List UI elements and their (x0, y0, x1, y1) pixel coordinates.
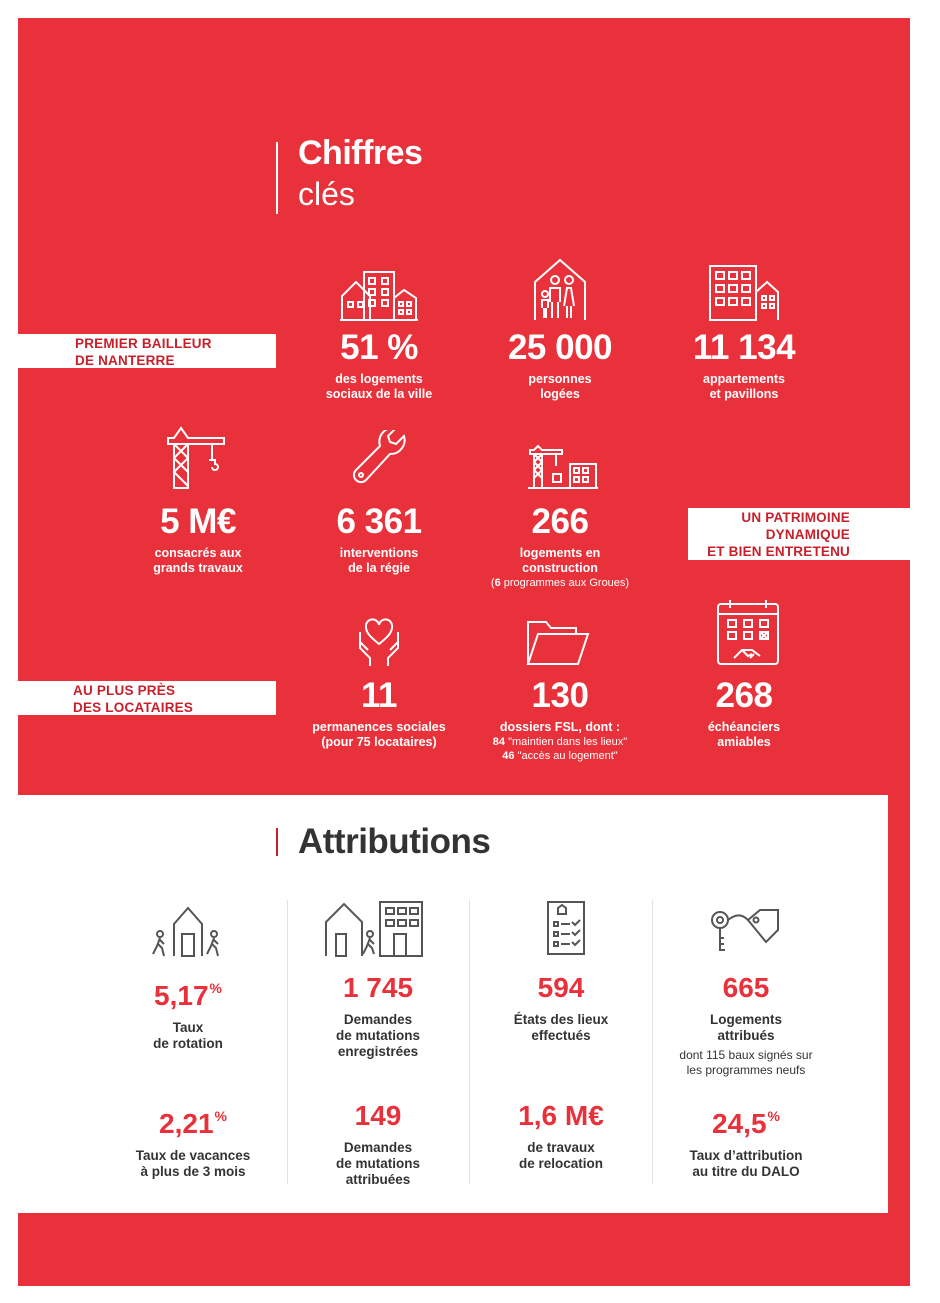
attributions-title: Attributions (298, 822, 491, 861)
stat-logements-sociaux (300, 328, 458, 402)
stat-value: 51 % (340, 328, 418, 367)
stat-interventions (300, 502, 458, 576)
attr-label: Taux de vacances à plus de 3 mois (135, 1148, 251, 1179)
construction-site-icon (528, 444, 598, 490)
attributions-divider (276, 828, 278, 856)
attr-travaux-relocation (474, 1100, 648, 1172)
caring-hands-heart-icon (354, 614, 404, 668)
footer-band (18, 1213, 910, 1286)
attr-label: Demandes de mutations attribuées (335, 1140, 420, 1187)
attr-value: 5,17% (154, 980, 222, 1011)
stat-dossiers-fsl (470, 676, 650, 763)
side-accent-bar (888, 795, 910, 1215)
attr-demandes-enregistrees (292, 972, 464, 1060)
attr-label: Logements attribués (709, 1012, 782, 1043)
stat-label: consacrés aux grands travaux (153, 546, 243, 575)
tag-premier-bailleur: PREMIER BAILLEUR DE NANTERRE (18, 334, 276, 368)
attr-value: 149 (354, 1100, 402, 1131)
stat-label: échéanciers amiables (707, 720, 781, 749)
attr-etats-des-lieux (474, 972, 648, 1044)
key-tag-icon (708, 906, 782, 954)
stat-label: logements en construction (519, 546, 601, 575)
stat-value: 130 (531, 676, 589, 715)
attr-value: 24,5% (712, 1108, 780, 1139)
stat-label: interventions de la régie (339, 546, 419, 575)
attr-logements-attribues (656, 972, 836, 1078)
attr-value: 2,21% (159, 1108, 227, 1139)
attr-taux-dalo (656, 1100, 836, 1180)
attr-value: 1,6 M€ (518, 1100, 604, 1131)
stat-echeanciers (670, 676, 818, 750)
stat-note: (6 programmes aux Groues) (490, 577, 630, 589)
stat-value: 6 361 (336, 502, 422, 541)
stat-personnes-logees (480, 328, 640, 402)
stat-value: 266 (531, 502, 589, 541)
stat-note-maintien: 84 "maintien dans les lieux" (492, 736, 628, 748)
stat-value: 11 134 (692, 328, 796, 367)
attr-label: Demandes de mutations enregistrées (335, 1012, 420, 1059)
attr-label: États des lieux effectués (513, 1012, 609, 1043)
wrench-icon (352, 430, 408, 486)
stat-appartements (670, 328, 818, 402)
page-title: Chiffres (298, 134, 423, 172)
column-separator (469, 900, 470, 1184)
rotation-house-walkers-icon (150, 904, 226, 958)
attr-demandes-attribuees (292, 1100, 464, 1188)
stat-label: dossiers FSL, dont : (499, 720, 621, 734)
stat-value: 11 (361, 676, 397, 715)
attr-value: 1 745 (342, 972, 414, 1003)
checklist-icon (546, 900, 586, 956)
family-house-icon (533, 258, 587, 322)
tag-patrimoine: UN PATRIMOINE DYNAMIQUE ET BIEN ENTRETENU (688, 508, 910, 560)
column-separator (652, 900, 653, 1184)
attr-note: dont 115 baux signés sur les programmes neufs (679, 1048, 813, 1077)
stat-logements-construction (470, 502, 650, 590)
stat-value: 5 M€ (160, 502, 236, 541)
attr-label: Taux d’attribution au titre du DALO (689, 1148, 803, 1179)
title-divider (276, 142, 278, 214)
column-separator (287, 900, 288, 1184)
page-subtitle: clés (298, 176, 355, 212)
calendar-handshake-icon (716, 598, 780, 666)
stat-value: 268 (715, 676, 773, 715)
stat-label: des logements sociaux de la ville (325, 372, 433, 401)
attr-label: de travaux de relocation (518, 1140, 604, 1171)
stat-grands-travaux (118, 502, 278, 576)
attr-value: 665 (722, 972, 770, 1003)
stat-value: 25 000 (507, 328, 613, 367)
stat-permanences (290, 676, 468, 750)
buildings-icon (340, 270, 418, 322)
attr-taux-vacances (108, 1100, 278, 1180)
attr-taux-rotation (108, 972, 268, 1052)
stat-label: appartements et pavillons (703, 372, 785, 401)
attr-value: 594 (537, 972, 585, 1003)
tag-locataires: AU PLUS PRÈS DES LOCATAIRES (18, 681, 276, 715)
attr-label: Taux de rotation (153, 1020, 223, 1051)
mutation-buildings-icon (324, 900, 424, 958)
apartment-block-icon (708, 264, 780, 322)
folder-icon (526, 620, 590, 666)
stat-note-acces: 46 "accès au logement" (502, 750, 618, 762)
stat-label: permanences sociales (pour 75 locataires) (312, 720, 446, 749)
crane-icon (166, 426, 226, 490)
stat-label: personnes logées (528, 372, 592, 401)
